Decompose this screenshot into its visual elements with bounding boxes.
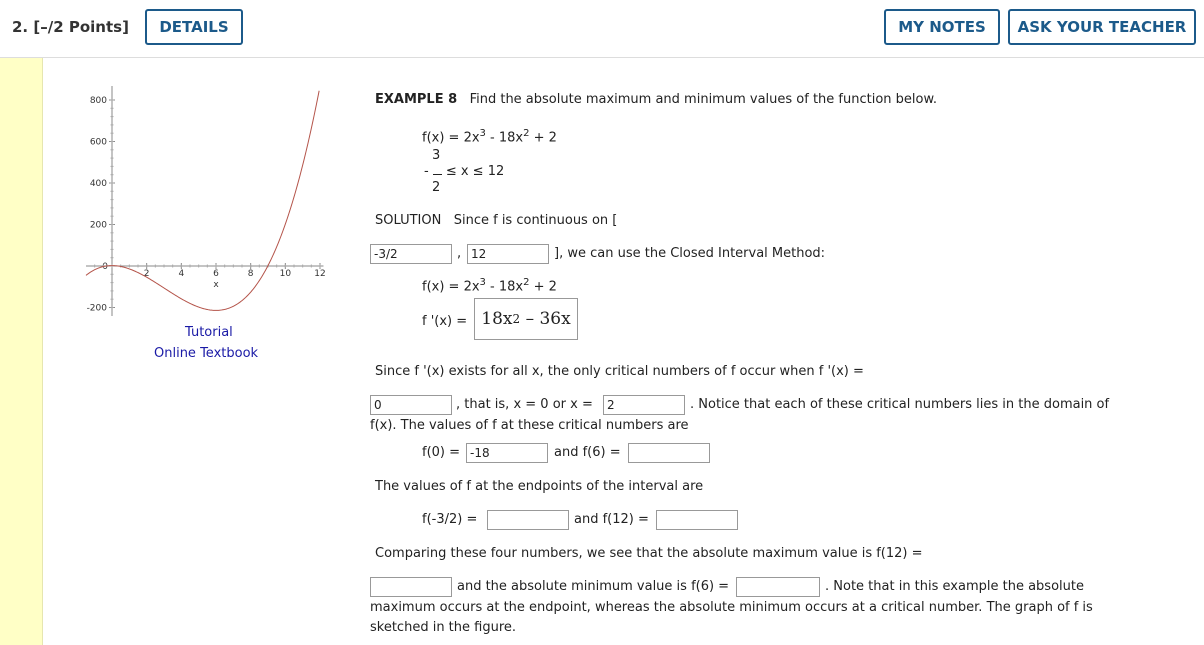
ask-teacher-button[interactable]: ASK YOUR TEACHER — [1008, 9, 1196, 45]
f-neg-label: f(-3/2) = — [422, 512, 478, 527]
domain-inequality: - ≤ x ≤ 12 — [424, 164, 505, 179]
my-notes-button[interactable]: MY NOTES — [884, 9, 1000, 45]
critical-line2: f(x). The values of f at these critical numbers are — [370, 418, 689, 433]
function-graph — [82, 78, 342, 322]
compare-text: Comparing these four numbers, we see that the absolute maximum value is f(12) = — [375, 546, 923, 561]
example-prompt: Find the absolute maximum and minimum values of the function below. — [469, 92, 938, 107]
f6-input[interactable] — [628, 443, 710, 463]
y-tick-label: 600 — [89, 137, 107, 148]
online-textbook-link[interactable]: Online Textbook — [154, 346, 259, 361]
x-tick-label: 2 — [143, 269, 150, 279]
f6-label: and f(6) = — [554, 445, 621, 460]
interval-tail: ], we can use the Closed Interval Method: — [554, 246, 826, 261]
note-text: . Note that in this example the absolute — [825, 579, 1084, 594]
interval-comma: , — [457, 246, 462, 261]
details-button[interactable]: DETAILS — [145, 9, 243, 45]
critical-intro: Since f '(x) exists for all x, the only critical numbers of f occur when f '(x) = — [375, 364, 864, 379]
interval-right-input[interactable] — [467, 244, 549, 264]
x-axis-label: x — [213, 280, 219, 290]
solution-line: SOLUTION Since f is continuous on [ — [375, 213, 618, 228]
absolute-min-input[interactable] — [736, 577, 820, 597]
function-definition: $f(x) = 2x^3 - 18x^2 + 2$ — [422, 128, 557, 146]
critical-number-1-input[interactable] — [370, 395, 452, 415]
x-tick-label: 12 — [314, 269, 326, 279]
min-text: and the absolute minimum value is f(6) = — [457, 579, 730, 594]
points-label: [–/2 Points] — [33, 18, 129, 36]
example-heading — [375, 92, 937, 107]
question-number: 2. [–/2 Points] — [12, 18, 129, 36]
question-header — [0, 0, 1204, 58]
y-tick-label: 800 — [89, 96, 107, 106]
f12-label: and f(12) = — [574, 512, 649, 527]
absolute-max-input[interactable] — [370, 577, 452, 597]
note-line3: sketched in the figure. — [370, 620, 517, 635]
example-label: EXAMPLE 8 — [375, 92, 458, 107]
y-tick-label: 400 — [89, 179, 107, 189]
x-tick-label: 6 — [213, 269, 219, 279]
f12-input[interactable] — [656, 510, 738, 530]
x-tick-label: 4 — [178, 269, 185, 279]
derivative-label: f '(x) = — [422, 314, 468, 329]
critical-tail: . Notice that each of these critical numbers lies in the domain of — [690, 397, 1110, 412]
f-neg-input[interactable] — [487, 510, 569, 530]
f0-input[interactable] — [466, 443, 548, 463]
endpoints-intro: The values of f at the endpoints of the interval are — [375, 479, 704, 494]
interval-left-input[interactable] — [370, 244, 452, 264]
derivative-answer-box[interactable]: 18x 2 – 36x — [474, 298, 578, 340]
critical-number-2-input[interactable] — [603, 395, 685, 415]
note-line2: maximum occurs at the endpoint, whereas the absolute minimum occurs at a critical number. The graph of f is — [370, 600, 1093, 615]
f0-label: f(0) = — [422, 445, 461, 460]
y-tick-label: -200 — [86, 303, 107, 314]
function-restated: $f(x) = 2x^3 - 18x^2 + 2$ — [422, 277, 557, 295]
left-sidebar — [0, 58, 43, 645]
domain-numerator: 3 — [432, 148, 441, 163]
y-tick-label: 0 — [102, 262, 108, 272]
tutorial-link[interactable]: Tutorial — [185, 325, 233, 340]
y-tick-label: 200 — [89, 220, 107, 231]
x-tick-label: 10 — [279, 269, 292, 279]
domain-denominator: 2 — [432, 180, 441, 195]
x-tick-label: 8 — [247, 269, 254, 279]
critical-mid: , that is, x = 0 or x = — [456, 397, 593, 412]
